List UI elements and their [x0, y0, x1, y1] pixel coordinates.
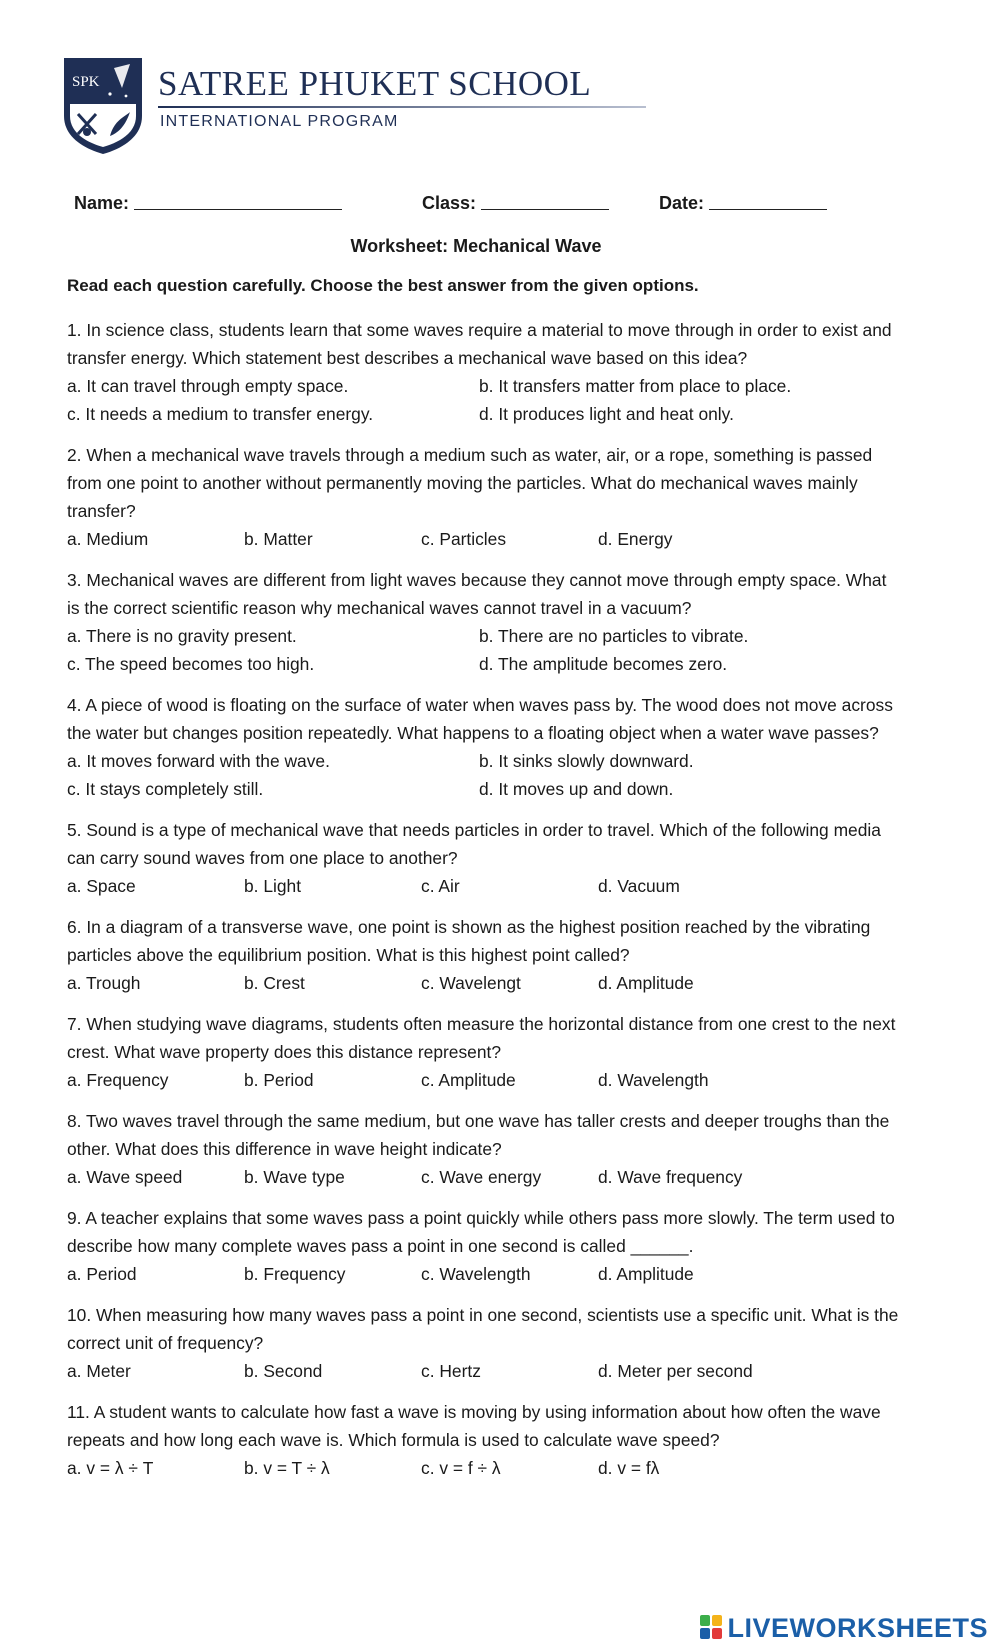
option-b[interactable]: b. v = T ÷ λ — [244, 1458, 330, 1478]
option-b[interactable]: b. Light — [244, 876, 302, 896]
question-text: 1. In science class, students learn that some waves require a material to move through in order to exist and transfer energy. Which statement best describes a mechanical wave based on this idea? — [67, 320, 892, 368]
options — [67, 525, 902, 553]
options — [67, 1163, 902, 1191]
question-7 — [67, 1010, 902, 1094]
question-text: 10. When measuring how many waves pass a point in one second, scientists use a specific unit. What is the correct unit of frequency? — [67, 1305, 899, 1353]
question-9 — [67, 1204, 902, 1288]
option-d[interactable]: d. Energy — [598, 529, 673, 549]
option-a[interactable]: a. Frequency — [67, 1070, 169, 1090]
date-label: Date: — [659, 193, 705, 213]
option-b[interactable]: b. Second — [244, 1361, 323, 1381]
option-d[interactable]: d. Wave frequency — [598, 1167, 743, 1187]
question-text: 2. When a mechanical wave travels through a medium such as water, air, or a rope, something is passed from one point to another without permanently moving the particles. What do mechanical waves mainly transfer? — [67, 445, 873, 521]
class-blank[interactable] — [481, 193, 609, 210]
option-a[interactable]: a. There is no gravity present. — [67, 626, 297, 646]
question-text: 6. In a diagram of a transverse wave, one point is shown as the highest position reached by the vibrating particles above the equilibrium position. What is this highest point called? — [67, 917, 871, 965]
option-a[interactable]: a. v = λ ÷ T — [67, 1458, 154, 1478]
option-d[interactable]: d. It moves up and down. — [479, 779, 674, 799]
liveworksheets-brand: LIVEWORKSHEETS — [727, 1612, 988, 1643]
option-d[interactable]: d. The amplitude becomes zero. — [479, 654, 728, 674]
options — [67, 1260, 902, 1288]
option-c[interactable]: c. Amplitude — [421, 1070, 516, 1090]
options — [67, 1454, 902, 1482]
option-a[interactable]: a. Meter — [67, 1361, 131, 1381]
question-text: 11. A student wants to calculate how fast a wave is moving by using information about how often the wave repeats and how long each wave is. Which formula is used to calculate wave speed? — [67, 1402, 881, 1450]
option-d[interactable]: d. v = fλ — [598, 1458, 660, 1478]
question-8 — [67, 1107, 902, 1191]
question-2 — [67, 441, 902, 553]
question-3 — [67, 566, 902, 678]
question-4 — [67, 691, 902, 803]
question-text: 3. Mechanical waves are different from light waves because they cannot move through empty space. What is the correct scientific reason why mechanical waves cannot travel in a vacuum? — [67, 570, 887, 618]
option-c[interactable]: c. Hertz — [421, 1361, 481, 1381]
options — [67, 747, 902, 803]
option-c[interactable]: c. Air — [421, 876, 460, 896]
options — [67, 372, 902, 428]
svg-text:SPK: SPK — [72, 74, 100, 90]
option-c[interactable]: c. Wavelength — [421, 1264, 531, 1284]
question-10 — [67, 1301, 902, 1385]
option-a[interactable]: a. It moves forward with the wave. — [67, 751, 330, 771]
instructions: Read each question carefully. Choose the best answer from the given options. — [67, 276, 699, 295]
option-c[interactable]: c. Wave energy — [421, 1167, 542, 1187]
worksheet-title: Worksheet: Mechanical Wave — [350, 236, 602, 256]
option-a[interactable]: a. Space — [67, 876, 136, 896]
option-b[interactable]: b. Period — [244, 1070, 314, 1090]
option-b[interactable]: b. There are no particles to vibrate. — [479, 626, 749, 646]
option-d[interactable]: d. Amplitude — [598, 973, 694, 993]
question-list — [67, 316, 902, 1495]
liveworksheets-blocks-icon — [700, 1615, 724, 1641]
name-label: Name: — [74, 193, 130, 213]
option-b[interactable]: b. Matter — [244, 529, 313, 549]
question-text: 7. When studying wave diagrams, students often measure the horizontal distance from one crest to the next crest. What wave property does this distance represent? — [67, 1014, 896, 1062]
liveworksheets-logo[interactable] — [700, 1613, 988, 1643]
options — [67, 622, 902, 678]
school-name: SATREE PHUKET SCHOOL — [158, 64, 592, 103]
option-b[interactable]: b. It transfers matter from place to place. — [479, 376, 792, 396]
question-1 — [67, 316, 902, 428]
option-d[interactable]: d. It produces light and heat only. — [479, 404, 734, 424]
option-a[interactable]: a. Wave speed — [67, 1167, 183, 1187]
option-c[interactable]: c. The speed becomes too high. — [67, 654, 315, 674]
option-b[interactable]: b. Crest — [244, 973, 305, 993]
option-c[interactable]: c. It stays completely still. — [67, 779, 264, 799]
program-name: INTERNATIONAL PROGRAM — [160, 113, 399, 130]
date-blank[interactable] — [709, 193, 827, 210]
option-a[interactable]: a. Trough — [67, 973, 141, 993]
date-field[interactable] — [659, 193, 827, 214]
option-a[interactable]: a. It can travel through empty space. — [67, 376, 349, 396]
options — [67, 872, 902, 900]
question-text: 4. A piece of wood is floating on the surface of water when waves pass by. The wood does not move across the water but changes position repeatedly. What happens to a floating object when a water wave passes? — [67, 695, 893, 743]
option-d[interactable]: d. Wavelength — [598, 1070, 709, 1090]
option-c[interactable]: c. Particles — [421, 529, 507, 549]
options — [67, 1066, 902, 1094]
option-a[interactable]: a. Period — [67, 1264, 137, 1284]
class-label: Class: — [422, 193, 477, 213]
option-b[interactable]: b. It sinks slowly downward. — [479, 751, 694, 771]
name-blank[interactable] — [134, 193, 342, 210]
options — [67, 1357, 902, 1385]
question-11 — [67, 1398, 902, 1482]
school-header — [64, 58, 624, 154]
question-text: 5. Sound is a type of mechanical wave that needs particles in order to travel. Which of the following media can carry sound waves from one place to another? — [67, 820, 881, 868]
header-divider — [158, 106, 646, 108]
question-text: 8. Two waves travel through the same medium, but one wave has taller crests and deeper troughs than the other. What does this difference in wave height indicate? — [67, 1111, 890, 1159]
option-b[interactable]: b. Wave type — [244, 1167, 345, 1187]
option-d[interactable]: d. Vacuum — [598, 876, 680, 896]
name-field[interactable] — [74, 193, 342, 214]
option-d[interactable]: d. Meter per second — [598, 1361, 753, 1381]
question-5 — [67, 816, 902, 900]
class-field[interactable] — [422, 193, 609, 214]
option-d[interactable]: d. Amplitude — [598, 1264, 694, 1284]
option-a[interactable]: a. Medium — [67, 529, 149, 549]
options — [67, 969, 902, 997]
option-c[interactable]: c. v = f ÷ λ — [421, 1458, 501, 1478]
option-c[interactable]: c. Wavelengt — [421, 973, 521, 993]
question-6 — [67, 913, 902, 997]
option-b[interactable]: b. Frequency — [244, 1264, 346, 1284]
school-crest-logo — [64, 58, 142, 154]
option-c[interactable]: c. It needs a medium to transfer energy. — [67, 404, 374, 424]
question-text: 9. A teacher explains that some waves pass a point quickly while others pass more slowly. The term used to describe how many complete waves pass a point in one second is called ______. — [67, 1208, 895, 1256]
